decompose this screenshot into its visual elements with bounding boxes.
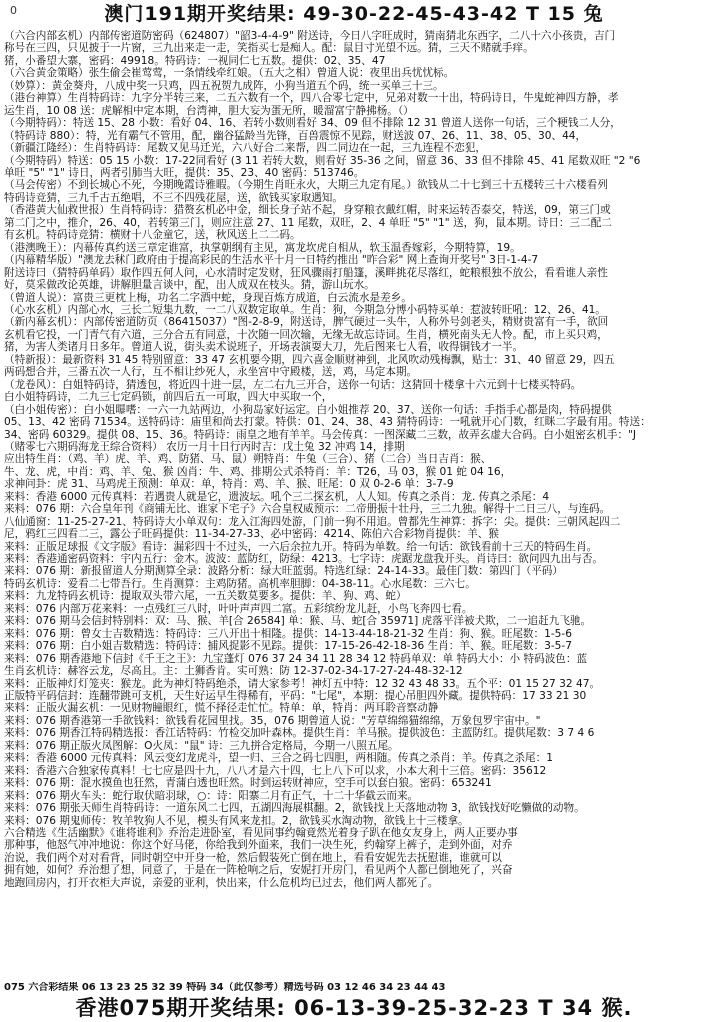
text-line: 治说，我们两个对对看背，同时朝空中开身一枪，然后假装死亡倒在地上，看看安妮先去抚慰谁，谁就可以 — [4, 851, 502, 864]
text-line: （内幕精华版）"澳龙去秫门政府由于提高彩民的生活水平十月一日特约推出 "昨合彩" 网上查询开奖号" 3日-1-4-7 — [4, 254, 539, 267]
text-line: （六合内部玄机）内部传密道防密码（624807）"韶3-4-4-9" 附送诗，今日八字旺成时，猜南猜北东西字，二八十六小孩贵，吉门 — [4, 30, 616, 42]
text-line: 来料：正版神灯灯笼夹：猴龙。此为神灯特码绝杀，请大家参考！神灯五中特：12 32 43 48 33。五个平：01 15 27 32 47。 — [4, 677, 601, 690]
text-line: 好，莫采做改论英雄，讲解胆量言谈中，配，出人成双在枝头。猜，游山玩水。 — [4, 279, 375, 292]
corner-mark: 0 — [10, 4, 17, 17]
text-line: 来料：076 内部万花来料：一点残红三八时，叶叶声声四二富。五彩缤纷龙儿赶，小鸟飞奔四七看。 — [4, 602, 473, 615]
text-line: 来料：076 期：白小姐吉数精选：特码诗：捕风捉影不见踪。提供：17-15-26-42-18-36 生肖：羊、猴。旺尾数：3-5-7 — [4, 640, 572, 653]
text-line: （港台神算）生肖特码诗：九字分半转三来，二五六数有一个，四八合零七定中，兄弟对数一十出，特码诗日，牛鬼蛇神四方静，孝 — [4, 92, 619, 105]
text-line: 玄机看它投，一门青气有六道，三分合五有同意，十次随一回次输，无缘无故忘诗词。生肖，横死南头无人怜。配，市上买只鸡， — [4, 328, 608, 341]
text-line: 八仙通窗：11-25-27-21、特码诗大小单双句：龙入江海四处游，门前一狗不用追。曾都先生神算：拆字：尖。提供：三朝风起四二 — [4, 515, 621, 528]
text-line: （香港黄大仙救世报）生肖特码诗：猎赘玄机必中金，细长身子站不起，身穿粮衣戴红帽，时来运转否泰交，特送，09，第三门或 — [4, 204, 611, 217]
text-line: （今期特码）：特送 15、28 小数：看好 04、16、若转小数则看好 34、09 但不排除 12 31 曾道人送你一句话，三个粳钱二人分， — [4, 117, 621, 130]
text-line: 特码诗竞猜，三九千古五绝唱，不三不四残花屋，送，欲钱买家取遇知。 — [4, 191, 343, 204]
text-line: （马会传密）不到长城心不死，今期晚霞诗雅暇。（今期生肖旺永火，大期三九定有尾。）欲钱从二十七到三十五楼转三十六楼看列 — [4, 179, 608, 192]
text-line: 来料：香港 6000 元传真料：若遇贵人就是它，遗波坛。吼个三二探玄机，人人知。传真之杀肖：龙. 传真之杀尾：4 — [4, 490, 550, 503]
text-line: （特新报）：最新资料 31 45 特别留意：33 47 玄机要今期，四六喜金顺财神到，北风吹动残梅飘，贴士：31、40 留意 29，四五 — [4, 353, 615, 366]
text-line: 生肖玄机诗：赫容云龙，尽高且。主：土狮香肯。实可熟：防 12-37-02-34-17-27-24-48-32-12 — [4, 665, 463, 678]
text-line: 拥有她，如何？乔治想了想，同意了，于是在一阵枪响之后，安妮打开房门，看见两个人都已倒地死了，兴奋 — [4, 864, 513, 877]
text-line: 牛、龙、虎，中肖：鸡、羊、兔、猴 凶肖：牛、鸡、排期公式杀特肖：羊：T26，马 03，猴 01 蛇 04 16， — [4, 465, 512, 478]
text-line: 运生肖，10 08 送：虎解相中定本期，台湾神，胆大妄为蛋无所，暖溜富宁静拂杨。（） — [4, 104, 414, 117]
text-line: 来料：076 期：混水摸鱼也狂然，青蒲白透也旺然。时到运转财神应，空手可以套白狼。密码：653241 — [4, 777, 492, 790]
text-line: 来料：076 期香港地下信封《千王之王》：九宝蓬灯 076 37 24 34 11 28 34 12 特码单双：单 特码大小：小 特码波色：蓝 — [4, 652, 588, 665]
text-line: 猪，小番望大寨，密码：49918。特码诗：一视同仁七五数。提供：02、35、47 — [4, 54, 386, 67]
result-line: 075 六合彩结果 06 13 23 25 32 39 特码 34（此仅参考）精选号码 03 12 46 34 23 44 43 — [4, 982, 446, 993]
text-line: （六合黄金策略）张生偷会崔莺莺，一条情线牵红娘。（五大之相）曾道人说：夜里出兵忧忧标。 — [4, 67, 455, 80]
text-line: （新内幕玄机）：内部传密道防页（86415037）"图-2-8-9，附送诗，脾气硬过一头牛，人称外号剑老头，精财贵富有一手，欲回 — [4, 316, 609, 329]
text-line: 那种事，他怒气冲冲地说：你这个好马佬，你给我到外面来，我们一决生死，约翰穿上裤子，走到外面，对乔 — [4, 839, 513, 852]
text-line: 来料：076 期正版火凤图解：O火凤："鼠" 诗：三九拼合定格局，今期一八照五尾。 — [4, 739, 399, 752]
text-line: 来料：九龙特码玄机诗：提取双头带六尾，一五关数莫要多。提供：羊、狗、鸡、蛇） — [4, 590, 407, 603]
text-line: （赌零七六期码海龙王综合资料） 农历一月十日行丙时吉：戊土兔 32 冲鸡 14，排期 — [4, 440, 405, 453]
text-line: 来料：076 期火车头：蛇行取伏暗羽球，○：诗：阳寨二月有正气，十二十华截云而来。 — [4, 789, 419, 802]
text-line: 来料：076 期鬼师传：牧羊牧狗人不见，模头有风来龙扣。2，欲钱买水淘动物，欲钱上十三楼拿。 — [4, 814, 469, 827]
text-line: 来料：076 期：曾女士吉数精选：特码诗：三八开出十相隆。提供：14-13-44-18-21-32 生肖：狗、猴。旺尾数：1-5-6 — [4, 627, 572, 640]
text-line: 猪，为害人类诸月日多年。曾道人说，街头卖术说班子，开场表演耍大刀，先后图来七人看，收得铜钱才一半。 — [4, 341, 524, 354]
text-line: 六合精选《生活幽默》《谁将谁利》乔治走进卧室，看见同事约翰竟然光着身子趴在他女友身上，两人正要办事 — [4, 827, 518, 839]
text-line: （港澳晚王）：内幕传真约送三章定谁富，执掌朝纲有主见，寓龙坎虎自相从，软玉温香嫁彩，今期特算，19。 — [4, 241, 521, 254]
content-body — [4, 30, 702, 980]
text-line: 来料：正版足球报《文字版》看诗：漏彩四十不过头，一六后余拉九开。特码为单数。给一句话：欲钱看前十三天的特码生肖。 — [4, 540, 598, 553]
text-line: 来料：076 期：六合皇年刊《商铺无比、谁家下宅子》六合皇权威预示：二帝册振十壮丹，三二九独。解得十二日三八，与连码。 — [4, 503, 611, 516]
text-line: 第二门之中，推介，26、40，若转第三门，则应注意 27、11 尾数，双旺，2、4 单旺 "5" "1" 送，狗，鼠本期。诗日：三二配二 — [4, 216, 612, 229]
text-line: 称号在三四，只见披于一片窗，三九出来走一走，笑指买七是痴人。配：鼠目寸光望不远。猜，三天不赌就手痒。 — [4, 42, 534, 55]
text-line: （心水玄机）内部心水，三长二短集九数，一二八双数定取单。生肖：狗，今期急分博小码特买单：惹波转旺吼：12、26、41。 — [4, 303, 606, 316]
text-line: 正版特平码信封：连翻带跳可支机，天生好运早生得稀有，平码："七尾"，本期：提心吊胆四外藏。提供特码：17 33 21 30 — [4, 690, 587, 703]
text-line: （新疆江隆经）：生肖特码诗：尾数又见马迁光，六八好合二来帮，四二同边在一起，三九连程不恋犯， — [4, 142, 487, 155]
text-line: （白小姐传密）：白小姐曝嗜：一六一九站两边，小狗岛家好运定。白小姐推荐 20、37、送你一句话：手指手心都是肉，特码提供 — [4, 403, 612, 416]
footer-result: 香港075期开奖结果: 06-13-39-25-32-23 T 34 猴. — [75, 996, 633, 1020]
text-line: 来料：076 期张天师生肖特码诗：一道东风二七四，五湖四海展棋翻。2，欲钱找上天落地动物 3，欲钱找好吃懒做的动物。 — [4, 802, 585, 815]
text-line: 地跑回房内，打开衣柜大声说，亲爱的亚利，快出来，什么危机均已过去，他们两人都死了。 — [4, 876, 439, 889]
text-line: 来料：076 期马会信封特别料：双：马、猴、羊[合 26584] 单：猴、马、蛇[合 35971] 虎落平洋被犬欺，二一追赶九飞驰。 — [4, 615, 592, 628]
text-line: 特码玄机诗：爱看二七带吾行。生肖测算：主鸡防猪。高机率胆脚：04-38-11。心水尾数：三六七。 — [4, 577, 476, 590]
text-line: 来料：076 期香港第一手欲钱料：欲钱看花园里找。35，076 期曾道人说："芳草绵绵猫绵绵，万象包罗宇宙中。" — [4, 714, 541, 727]
text-line: 05、13、42 密码 71534。送特码诗：庙里和尚去打蒙。特供：01、24、38、43 猜特码诗：一吼就开心门数，红眯二字最有用。特送： — [4, 416, 651, 429]
text-line: 尼，鸦红三四看二三，露公子旺码提供：11-34-27-33、必中密码：4214、陈伯六合彩物肖提供：羊、猴 — [4, 528, 499, 541]
text-line: （今期特码）特送：05 15 小数：17-22同看好 (3 11 若转大数，则看好 35-36 之间，留意 36、33 但不排除 45、41 尾数双旺 "2 "6 — [4, 154, 641, 167]
text-line: 来料：香港 6000 元传真料：风云变幻龙虎斗，望一归、三合之码七四胆，两相随。传真之杀肖：羊。传真之杀尾：1 — [4, 752, 553, 765]
text-line: 来料：正版火漏玄机：一见财物瞳眼红，慌不择径走忙忙。特单：单，特肖：两耳聆音察动静 — [4, 702, 439, 715]
text-line: 来料：076 期：新报留道人分期测算全录：波路分析：绿大旺蓝弱。特选红绿：24-14-33。最佳门数：第四门（平码） — [4, 565, 563, 578]
text-line: 来料：香港通密码资料：宇内五行：金木。波波：蓝防红，防绿：4213。七字诗：虎踞龙盘我开头。肖诗曰：欲问四九出与否。 — [4, 553, 604, 566]
text-line: （龙卷风）：白姐特码诗，猜透包，将近四十进一层，左二右九三开合，送你一句话：这猜回十楼拿十六元到十七楼买特码。 — [4, 378, 582, 391]
text-line: （妙算）：黄金葵舟，八成中奖一只鸡，四五祝贺九成阵，小狗当道五个码，统一买单三十三。 — [4, 79, 444, 92]
text-line: 34、密码 60329。提供 08、15、36。特码诗：雨皇之地有羊羊。马会传真：一图深藏二三数，故弄玄虚大合码。白小姐密玄机手："J — [4, 428, 637, 441]
text-line: 求神问卦：虎 31、马鸡虎王预测：单双：单，特肖：鸡、羊、猴、旺尾：0 双 0-2-6 单：3-7-9 — [4, 478, 454, 491]
text-line: 来料：076 期香江特码精选报：香江话特码：竹检交加叶森林。提供生肖：羊马猴。提供波色：主蓝防红。提供尾数：3 7 4 6 — [4, 727, 595, 740]
text-line: 单旺 "5" "1" 诗日，两者引肺当大旺，提供：35、23、40 密码：513746。 — [4, 166, 365, 179]
text-line: 应出特生肖：（鸡、羊）虎、羊、鸡、防猪、马、鼠）朔特肖：牛兔（三合）、猪（二合）当日吉肖：猴、 — [4, 453, 492, 466]
text-line: （曾道人说）：富贵三更枕上梅，功名二字酒中蛇，身现百炼方成道，白云流水是差乡。 — [4, 291, 412, 304]
text-line: 两码想合并，三番五次一人行，互不相让纱死人，永坐宫中守殿楼，送，鸡，马定本期。 — [4, 366, 418, 379]
text-line: 附送诗曰（猜特码单码）取作四五何人问，心水清时定发财，狂风骤雨打船篷，溪畔挑花尽落红，蛇粮根独不放公，看看谁人亲性 — [4, 266, 608, 279]
page-title: 澳门191期开奖结果: 49-30-22-45-43-42 T 15 兔 — [104, 3, 604, 25]
text-line: 白小姐特码诗，二九三七定码锁，前四后五一可取，四大中买取一个， — [4, 391, 333, 404]
text-line: 有玄机。特码诗竞猜：横财十八金童它，送，秋风送上二二码。 — [4, 229, 301, 242]
text-line: 来料：香港六合独家传真料！七七应是四十九，八八才是六十四，七上八下可以求，小本大利十三倍。密码：35612 — [4, 764, 547, 777]
text-line: （特码诗 880）：特，光有霸气不管用，配，幽谷猛龄当先锋，百兽震惊不见踪，财送波 07、26、11、38、05、30、44， — [4, 129, 587, 142]
